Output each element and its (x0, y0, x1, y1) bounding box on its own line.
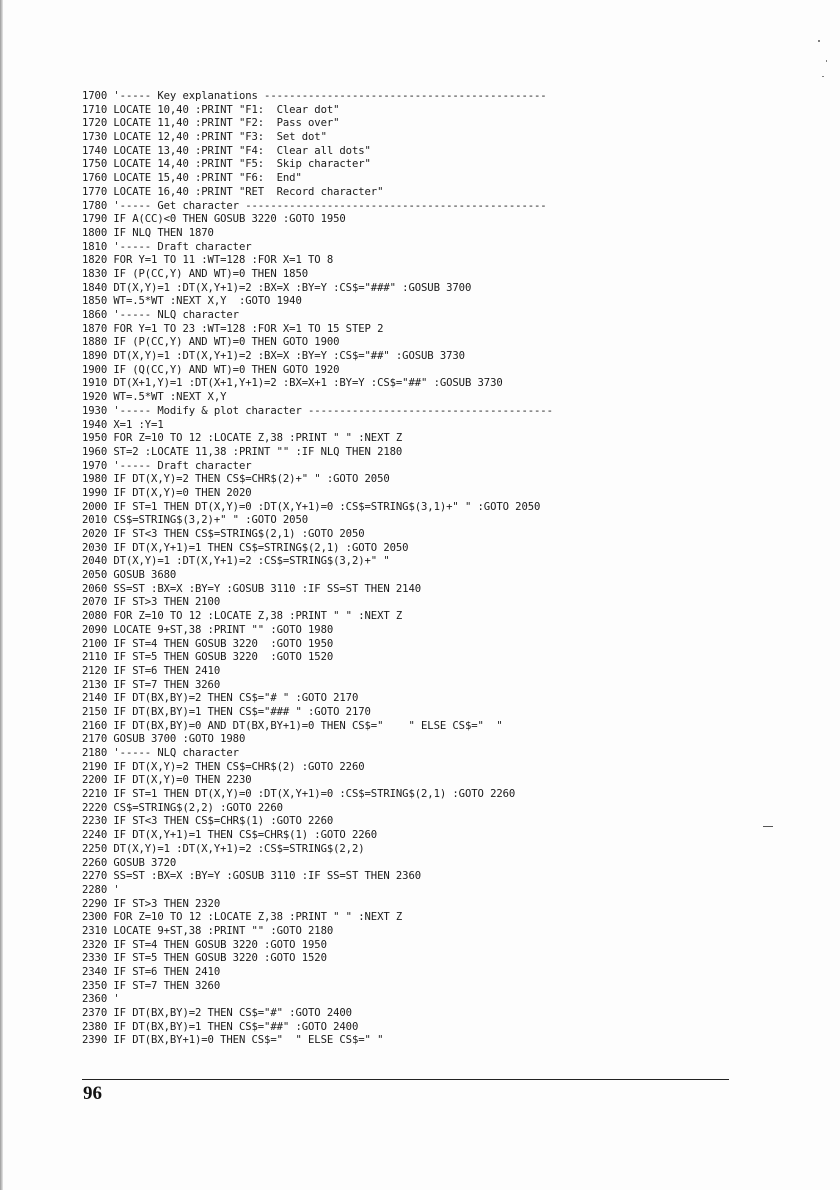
code-line: 2390 IF DT(BX,BY+1)=0 THEN CS$=" " ELSE CS$=" " (82, 1034, 384, 1047)
code-line: 2240 IF DT(X,Y+1)=1 THEN CS$=CHR$(1) :GOTO 2260 (82, 829, 378, 842)
code-line: 2230 IF ST<3 THEN CS$=CHR$(1) :GOTO 2260 (82, 815, 334, 828)
basic-code-listing (82, 90, 732, 1050)
code-line: 1930 '----- Modify & plot character --------------------------------------- (82, 404, 553, 417)
code-line: 1780 '----- Get character ------------------------------------------------ (82, 199, 547, 212)
code-line: 2270 SS=ST :BX=X :BY=Y :GOSUB 3110 :IF SS=ST THEN 2360 (82, 870, 422, 883)
code-line: 1720 LOCATE 11,40 :PRINT "F2: Pass over" (82, 117, 340, 130)
code-line: 1900 IF (Q(CC,Y) AND WT)=0 THEN GOTO 1920 (82, 363, 340, 376)
code-line: 1770 LOCATE 16,40 :PRINT "RET Record character" (82, 185, 384, 198)
code-line: 1950 FOR Z=10 TO 12 :LOCATE Z,38 :PRINT " " :NEXT Z (82, 432, 403, 445)
code-line: 1990 IF DT(X,Y)=0 THEN 2020 (82, 486, 252, 499)
code-line: 2200 IF DT(X,Y)=0 THEN 2230 (82, 774, 252, 787)
code-line: 2310 LOCATE 9+ST,38 :PRINT "" :GOTO 2180 (82, 924, 334, 937)
code-line: 1800 IF NLQ THEN 1870 (82, 226, 214, 239)
code-line: 2120 IF ST=6 THEN 2410 (82, 664, 221, 677)
code-line: 1760 LOCATE 15,40 :PRINT "F6: End" (82, 172, 302, 185)
code-line: 1750 LOCATE 14,40 :PRINT "F5: Skip character" (82, 158, 371, 171)
code-line: 2000 IF ST=1 THEN DT(X,Y)=0 :DT(X,Y+1)=0 :CS$=STRING$(3,1)+" " :GOTO 2050 (82, 500, 541, 513)
code-line: 1890 DT(X,Y)=1 :DT(X,Y+1)=2 :BX=X :BY=Y :CS$="##" :GOSUB 3730 (82, 350, 465, 363)
code-line: 2150 IF DT(BX,BY)=1 THEN CS$="### " :GOTO 2170 (82, 705, 371, 718)
code-line: 1870 FOR Y=1 TO 23 :WT=128 :FOR X=1 TO 15 STEP 2 (82, 322, 384, 335)
code-line: 1920 WT=.5*WT :NEXT X,Y (82, 391, 227, 404)
code-line: 1970 '----- Draft character (82, 459, 252, 472)
page-number: 96 (83, 1083, 102, 1104)
code-line: 2340 IF ST=6 THEN 2410 (82, 966, 221, 978)
code-line: 1860 '----- NLQ character (82, 309, 239, 321)
scan-speck (763, 826, 773, 827)
code-line: 2190 IF DT(X,Y)=2 THEN CS$=CHR$(2) :GOTO 2260 (82, 760, 365, 773)
code-line: 2330 IF ST=5 THEN GOSUB 3220 :GOTO 1520 (82, 952, 327, 965)
code-line: 1710 LOCATE 10,40 :PRINT "F1: Clear dot" (82, 103, 340, 116)
code-line: 2090 LOCATE 9+ST,38 :PRINT "" :GOTO 1980 (82, 623, 334, 636)
code-line: 2070 IF ST>3 THEN 2100 (82, 596, 221, 609)
code-line: 1960 ST=2 :LOCATE 11,38 :PRINT "" :IF NLQ THEN 2180 (82, 445, 403, 458)
code-line: 2290 IF ST>3 THEN 2320 (82, 897, 221, 910)
code-line: 2100 IF ST=4 THEN GOSUB 3220 :GOTO 1950 (82, 637, 334, 650)
code-line: 2010 CS$=STRING$(3,2)+" " :GOTO 2050 (82, 514, 309, 527)
code-line: 2030 IF DT(X,Y+1)=1 THEN CS$=STRING$(2,1) :GOTO 2050 (82, 541, 409, 554)
code-line: 1830 IF (P(CC,Y) AND WT)=0 THEN 1850 (82, 267, 309, 280)
code-line: 2160 IF DT(BX,BY)=0 AND DT(BX,BY+1)=0 THEN CS$=" " ELSE CS$=" " (82, 719, 503, 732)
code-line: 2040 DT(X,Y)=1 :DT(X,Y+1)=2 :CS$=STRING$(3,2)+" " (82, 555, 390, 568)
code-line: 2300 FOR Z=10 TO 12 :LOCATE Z,38 :PRINT " " :NEXT Z (82, 911, 403, 924)
code-line: 2260 GOSUB 3720 (82, 856, 177, 869)
code-line: 2170 GOSUB 3700 :GOTO 1980 (82, 733, 246, 746)
code-line: 2050 GOSUB 3680 (82, 569, 177, 582)
code-line: 1910 DT(X+1,Y)=1 :DT(X+1,Y+1)=2 :BX=X+1 :BY=Y :CS$="##" :GOSUB 3730 (82, 377, 503, 390)
code-line: 2320 IF ST=4 THEN GOSUB 3220 :GOTO 1950 (82, 938, 327, 951)
code-line: 1700 '----- Key explanations --------------------------------------------- (82, 90, 547, 102)
code-line: 1820 FOR Y=1 TO 11 :WT=128 :FOR X=1 TO 8 (82, 254, 334, 267)
code-line: 2360 ' (82, 993, 120, 1006)
code-line: 1740 LOCATE 13,40 :PRINT "F4: Clear all dots" (82, 144, 371, 157)
code-line: 2380 IF DT(BX,BY)=1 THEN CS$="##" :GOTO 2400 (82, 1020, 359, 1033)
scan-speck (818, 40, 820, 42)
code-line: 2130 IF ST=7 THEN 3260 (82, 678, 221, 691)
code-line: 2210 IF ST=1 THEN DT(X,Y)=0 :DT(X,Y+1)=0 :CS$=STRING$(2,1) :GOTO 2260 (82, 788, 516, 801)
page-binding-edge (0, 0, 3, 1190)
code-line: 1790 IF A(CC)<0 THEN GOSUB 3220 :GOTO 1950 (82, 213, 346, 226)
scan-speck (826, 60, 827, 62)
code-line: 2080 FOR Z=10 TO 12 :LOCATE Z,38 :PRINT " " :NEXT Z (82, 610, 403, 623)
code-line: 1730 LOCATE 12,40 :PRINT "F3: Set dot" (82, 131, 327, 144)
code-line: 2220 CS$=STRING$(2,2) :GOTO 2260 (82, 801, 283, 814)
code-line: 1940 X=1 :Y=1 (82, 418, 164, 431)
code-line: 2250 DT(X,Y)=1 :DT(X,Y+1)=2 :CS$=STRING$(2,2) (82, 842, 365, 855)
code-line: 1880 IF (P(CC,Y) AND WT)=0 THEN GOTO 1900 (82, 336, 340, 349)
scan-speck (822, 76, 824, 77)
code-line: 2060 SS=ST :BX=X :BY=Y :GOSUB 3110 :IF SS=ST THEN 2140 (82, 582, 422, 595)
footer-rule (82, 1079, 729, 1080)
code-line: 1840 DT(X,Y)=1 :DT(X,Y+1)=2 :BX=X :BY=Y :CS$="###" :GOSUB 3700 (82, 281, 472, 294)
code-line: 2370 IF DT(BX,BY)=2 THEN CS$="#" :GOTO 2400 (82, 1007, 352, 1020)
code-line: 2350 IF ST=7 THEN 3260 (82, 979, 221, 992)
code-line: 2140 IF DT(BX,BY)=2 THEN CS$="# " :GOTO 2170 (82, 692, 359, 705)
code-line: 1980 IF DT(X,Y)=2 THEN CS$=CHR$(2)+" " :GOTO 2050 (82, 473, 390, 486)
code-line: 2180 '----- NLQ character (82, 747, 239, 759)
code-line: 2020 IF ST<3 THEN CS$=STRING$(2,1) :GOTO 2050 (82, 528, 365, 540)
code-line: 1850 WT=.5*WT :NEXT X,Y :GOTO 1940 (82, 295, 302, 308)
code-line: 2110 IF ST=5 THEN GOSUB 3220 :GOTO 1520 (82, 651, 334, 664)
code-line: 1810 '----- Draft character (82, 240, 252, 253)
code-line: 2280 ' (82, 883, 120, 896)
